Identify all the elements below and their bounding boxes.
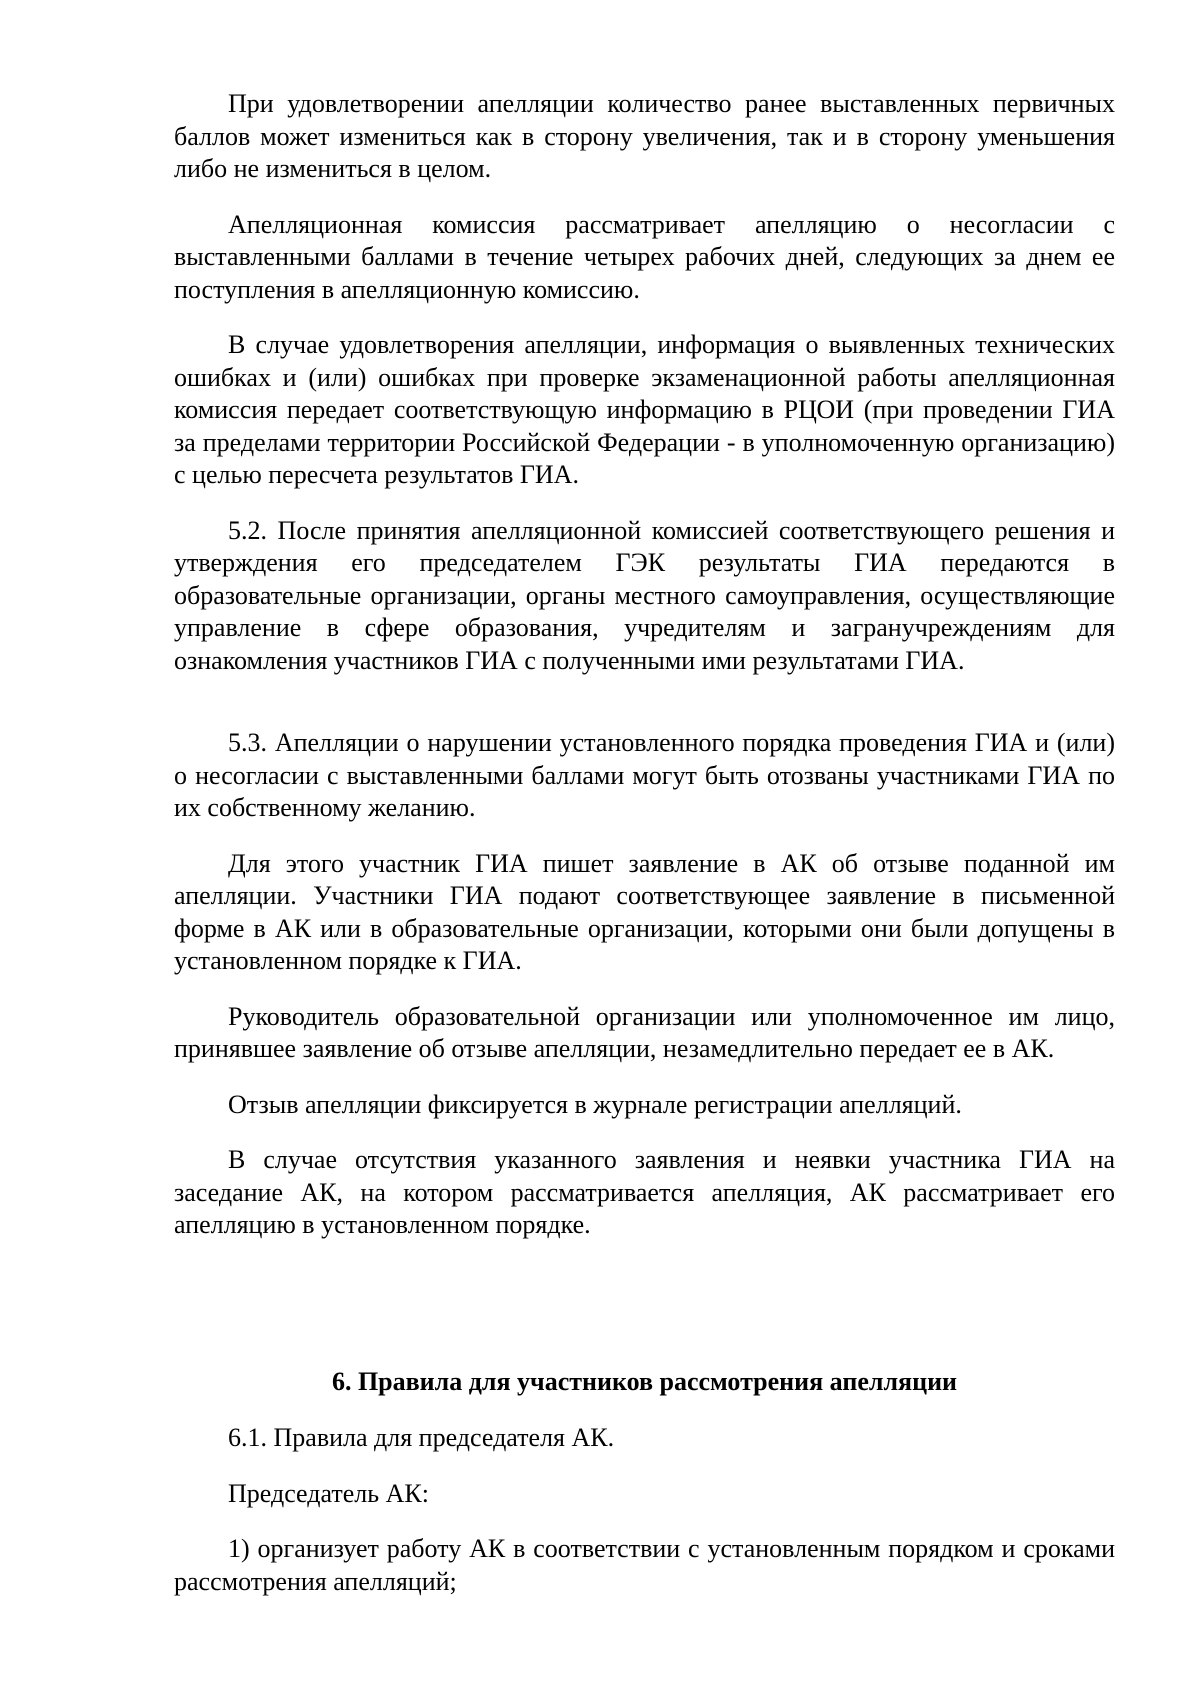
section-6-heading: 6. Правила для участников рассмотрения апелляции: [331, 1366, 958, 1396]
paragraph-5-2: 5.2. После принятия апелляционной комиссией соответствующего решения и утверждения его председателем ГЭК результаты ГИА передаются в образовательные организации, органы местного самоуправления, осуществляющие управление в сфере образования, учредителям и загранучреждениям для ознакомления участников ГИА с полученными ими результатами ГИА.: [174, 515, 1115, 675]
paragraph-chairman-label: Председатель АК:: [228, 1478, 429, 1508]
paragraph-chairman-item-1: 1) организует работу АК в соответствии с установленным порядком и сроками рассмотрения апелляций;: [174, 1534, 1115, 1596]
paragraph-head-transfers: Руководитель образовательной организации или уполномоченное им лицо, принявшее заявление об отзыве апелляции, незамедлительно передает ее в АК.: [174, 1001, 1115, 1063]
paragraph-6-1: 6.1. Правила для председателя АК.: [228, 1423, 615, 1452]
paragraph-no-statement: В случае отсутствия указанного заявления и неявки участника ГИА на заседание АК, на котором рассматривается апелляция, АК рассматривает его апелляцию в установленном порядке.: [174, 1145, 1115, 1239]
paragraph-withdrawal-registered: Отзыв апелляции фиксируется в журнале регистрации апелляций.: [228, 1089, 962, 1119]
paragraph-appeal-satisfaction: В случае удовлетворения апелляции, информация о выявленных технических ошибках и (или) ошибках при проверке экзаменационной работы апелляционная комиссия передает соответствующую информацию в РЦОИ (при проведении ГИА за пределами территории Российской Федерации - в уполномоченную организацию) с целью пересчета результатов ГИА.: [174, 330, 1115, 489]
document-body: [174, 88, 1115, 1621]
paragraph-appeal-score-change: При удовлетворении апелляции количество ранее выставленных первичных баллов может измениться как в сторону увеличения, так и в сторону уменьшения либо не измениться в целом.: [174, 89, 1115, 183]
paragraph-withdrawal-statement: Для этого участник ГИА пишет заявление в АК об отзыве поданной им апелляции. Участники ГИА подают соответствующее заявление в письменной форме в АК или в образовательные организации, которыми они были допущены в установленном порядке к ГИА.: [174, 848, 1115, 975]
paragraph-5-3: 5.3. Апелляции о нарушении установленного порядка проведения ГИА и (или) о несогласии с выставленными баллами могут быть отозваны участниками ГИА по их собственному желанию.: [174, 728, 1115, 822]
paragraph-appeal-review-term: Апелляционная комиссия рассматривает апелляцию о несогласии с выставленными баллами в течение четырех рабочих дней, следующих за днем ее поступления в апелляционную комиссию.: [174, 209, 1115, 304]
